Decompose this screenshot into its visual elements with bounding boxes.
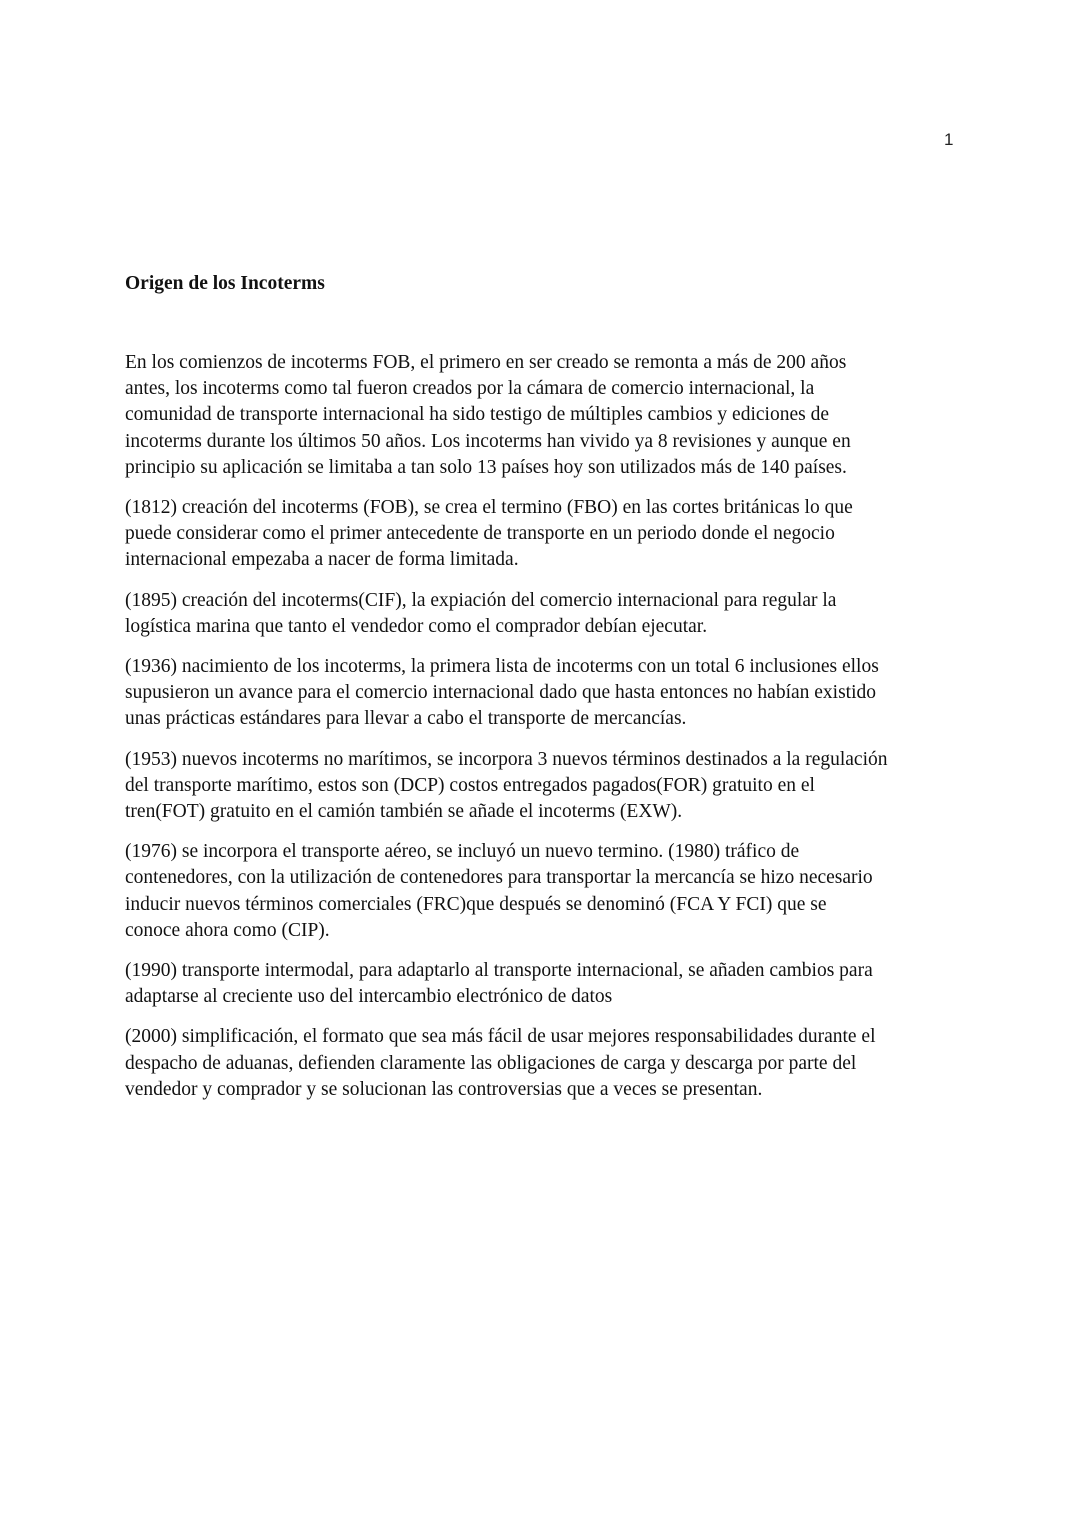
paragraph-line: conoce ahora como (CIP). bbox=[125, 919, 330, 941]
paragraph bbox=[125, 1024, 965, 1103]
document-body bbox=[125, 350, 965, 1117]
paragraph-line: despacho de aduanas, defienden claramente las obligaciones de carga y descarga por parte del bbox=[125, 1052, 857, 1074]
page-number: 1 bbox=[944, 130, 954, 149]
paragraph-line: (1895) creación del incoterms(CIF), la expiación del comercio internacional para regular la bbox=[125, 589, 837, 611]
paragraph-line: unas prácticas estándares para llevar a cabo el transporte de mercancías. bbox=[125, 708, 687, 730]
paragraph-line: antes, los incoterms como tal fueron creados por la cámara de comercio internacional, la bbox=[125, 378, 815, 400]
paragraph-line: contenedores, con la utilización de contenedores para transportar la mercancía se hizo necesario bbox=[125, 867, 873, 889]
document-heading: Origen de los Incoterms bbox=[125, 273, 325, 294]
paragraph-line: tren(FOT) gratuito en el camión también se añade el incoterms (EXW). bbox=[125, 801, 683, 823]
paragraph bbox=[125, 747, 965, 826]
paragraph-line: supusieron un avance para el comercio internacional dado que hasta entonces no habían existido bbox=[125, 682, 877, 704]
paragraph-line: vendedor y comprador y se solucionan las controversias que a veces se presentan. bbox=[125, 1078, 763, 1100]
paragraph-line: inducir nuevos términos comerciales (FRC)que después se denominó (FCA Y FCI) que se bbox=[125, 893, 827, 915]
paragraph-line: logística marina que tanto el vendedor como el comprador debían ejecutar. bbox=[125, 615, 708, 637]
paragraph-line: puede considerar como el primer antecedente de transporte en un periodo donde el negocio bbox=[125, 523, 835, 545]
paragraph-line: (1976) se incorpora el transporte aéreo, se incluyó un nuevo termino. (1980) tráfico de bbox=[125, 841, 800, 863]
paragraph-line: (1990) transporte intermodal, para adaptarlo al transporte internacional, se añaden cambios para bbox=[125, 960, 873, 982]
paragraph-line: adaptarse al creciente uso del intercambio electrónico de datos bbox=[125, 986, 613, 1008]
paragraph-line: (1936) nacimiento de los incoterms, la primera lista de incoterms con un total 6 inclusiones ellos bbox=[125, 656, 879, 678]
paragraph-line: comunidad de transporte internacional ha sido testigo de múltiples cambios y ediciones de bbox=[125, 404, 829, 426]
paragraph-line: En los comienzos de incoterms FOB, el primero en ser creado se remonta a más de 200 años bbox=[125, 352, 847, 373]
paragraph-line: del transporte marítimo, estos son (DCP) costos entregados pagados(FOR) gratuito en el bbox=[125, 774, 815, 796]
paragraph-line: (1812) creación del incoterms (FOB), se crea el termino (FBO) en las cortes británicas lo que bbox=[125, 497, 853, 519]
paragraph bbox=[125, 495, 965, 574]
paragraph bbox=[125, 839, 965, 944]
paragraph bbox=[125, 588, 965, 640]
paragraph bbox=[125, 654, 965, 733]
paragraph bbox=[125, 958, 965, 1010]
paragraph bbox=[125, 350, 965, 481]
paragraph-line: internacional empezaba a nacer de forma limitada. bbox=[125, 549, 519, 571]
paragraph-line: incoterms durante los últimos 50 años. Los incoterms han vivido ya 8 revisiones y aunque en bbox=[125, 430, 851, 452]
paragraph-line: principio su aplicación se limitaba a tan solo 13 países hoy son utilizados más de 140 países. bbox=[125, 456, 847, 478]
paragraph-line: (2000) simplificación, el formato que sea más fácil de usar mejores responsabilidades durante el bbox=[125, 1026, 876, 1048]
paragraph-line: (1953) nuevos incoterms no marítimos, se incorpora 3 nuevos términos destinados a la regulación bbox=[125, 748, 888, 770]
